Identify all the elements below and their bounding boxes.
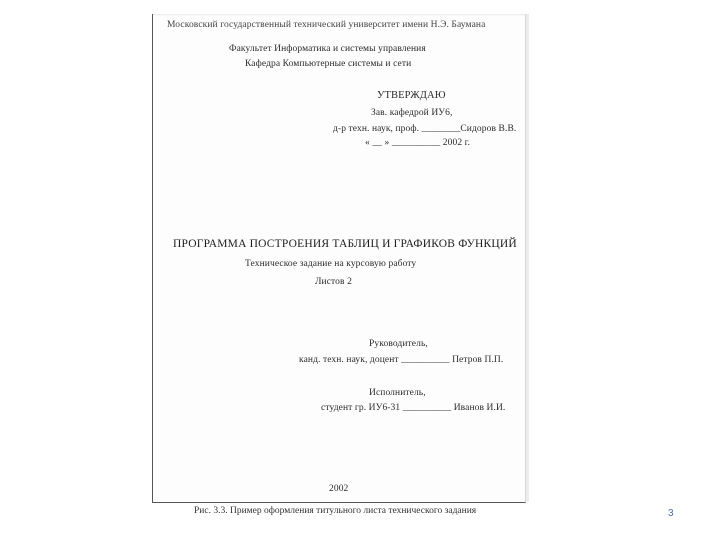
- scan-top-edge: [153, 14, 525, 16]
- faculty-name: Факультет Информатика и системы управления: [229, 44, 426, 54]
- approval-heading: УТВЕРЖДАЮ: [377, 90, 446, 101]
- department-name: Кафедра Компьютерные системы и сети: [245, 59, 412, 69]
- document-title: ПРОГРАММА ПОСТРОЕНИЯ ТАБЛИЦ И ГРАФИКОВ ФУНКЦИЙ: [173, 238, 517, 250]
- figure-caption: Рис. 3.3. Пример оформления титульного листа технического задания: [194, 506, 477, 516]
- document-subtitle: Техническое задание на курсовую работу: [245, 259, 417, 269]
- supervisor-line: канд. техн. наук, доцент __________ Петров П.П.: [299, 355, 504, 365]
- scan-right-shadow: [526, 14, 529, 502]
- sheet-count: Листов 2: [315, 277, 352, 287]
- approval-line-1: Зав. кафедрой ИУ6,: [371, 108, 453, 118]
- executor-line: студент гр. ИУ6-31 __________ Иванов И.И.: [321, 403, 506, 413]
- executor-heading: Исполнитель,: [369, 388, 426, 398]
- university-name: Московский государственный технический университет имени Н.Э. Баумана: [167, 20, 486, 30]
- scanned-title-page: [152, 14, 526, 503]
- document-year: 2002: [329, 484, 349, 494]
- supervisor-heading: Руководитель,: [369, 339, 428, 349]
- approval-line-2: д-р техн. наук, проф. ________Сидоров В.В.: [333, 124, 517, 134]
- page-number: 3: [668, 508, 674, 519]
- approval-line-3: « __ » __________ 2002 г.: [365, 138, 471, 148]
